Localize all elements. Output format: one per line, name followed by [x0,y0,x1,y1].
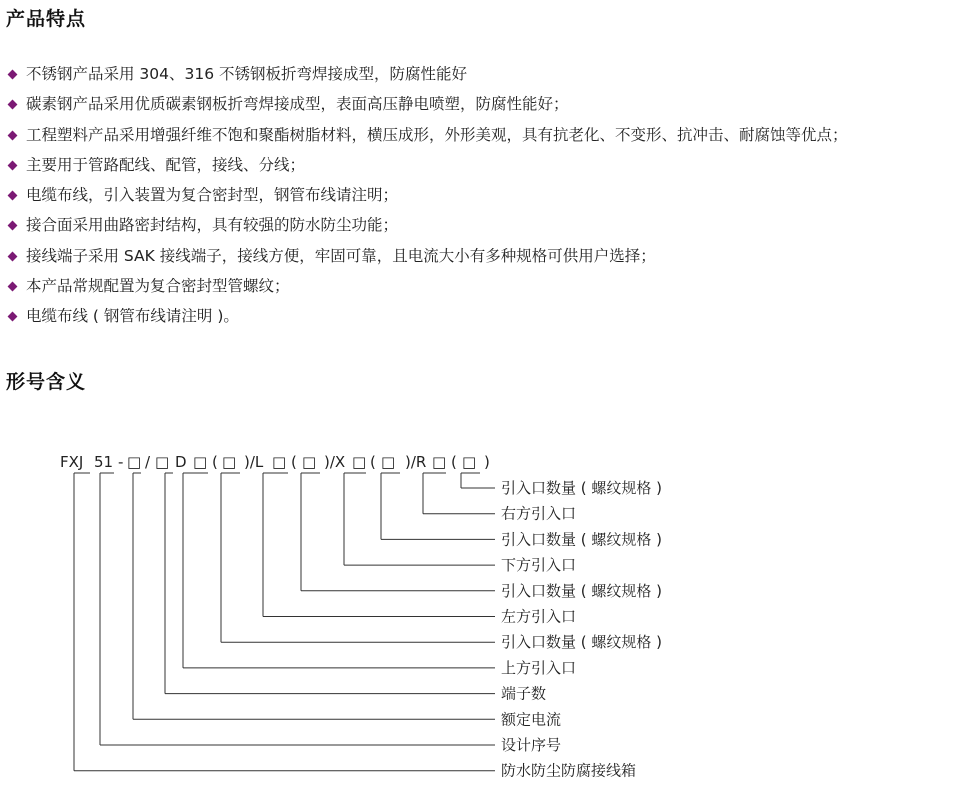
model-code-token: 51 [94,453,114,471]
model-code-token: □ [193,453,208,471]
diamond-bullet-icon [8,100,18,110]
model-code-description: 下方引入口 [501,556,577,575]
model-code-description: 设计序号 [501,736,562,754]
feature-item [6,153,848,183]
model-code-token: ) [484,453,490,471]
model-code-description: 引入口数量 ( 螺纹规格 ) [501,479,663,497]
feature-item [6,183,848,213]
diamond-bullet-icon [8,251,18,261]
diamond-bullet-icon [8,191,18,201]
model-code-token: / [145,453,151,471]
diamond-bullet-icon [8,130,18,140]
diamond-bullet-icon [8,282,18,292]
model-code-token: )/L [244,453,264,471]
model-code-token: ( [291,453,297,471]
model-code-token: ( [370,453,376,471]
model-code-token: □ [432,453,447,471]
feature-item [6,92,848,122]
model-code-token: )/X [324,453,346,471]
model-code-token: □ [302,453,317,471]
model-code-description: 引入口数量 ( 螺纹规格 ) [501,633,663,652]
model-code-token: □ [155,453,170,471]
model-code-token: □ [381,453,396,471]
model-code-description: 引入口数量 ( 螺纹规格 ) [501,581,663,600]
model-code-token: □ [127,453,142,471]
feature-text: 接合面采用曲路密封结构，具有较强的防水防尘功能； [26,216,399,235]
model-code-token: ( [212,453,218,471]
feature-text: 主要用于管路配线、配管，接线、分线； [26,155,306,174]
feature-item [6,244,848,274]
model-code-description: 引入口数量 ( 螺纹规格 ) [501,530,663,549]
feature-item [6,123,848,153]
model-code-token: - [118,453,124,471]
model-code-description: 额定电流 [501,710,562,729]
model-code-description: 防水防尘防腐接线箱 [501,761,637,780]
feature-text: 工程塑料产品采用增强纤维不饱和聚酯树脂材料，横压成形，外形美观，具有抗老化、不变形、抗冲击、耐腐蚀等优点； [26,125,848,144]
model-code-description: 右方引入口 [501,504,577,523]
model-heading: 形号含义 [6,371,87,393]
diamond-bullet-icon [8,70,18,80]
feature-text: 不锈钢产品采用 304、316 不锈钢板折弯焊接成型，防腐性能好 [26,65,468,83]
model-code-token: ( [451,453,457,471]
diamond-bullet-icon [8,160,18,170]
model-code-token: )/R [405,453,427,471]
model-code-diagram [0,440,980,797]
feature-text: 碳素钢产品采用优质碳素钢板折弯焊接成型，表面高压静电喷塑，防腐性能好； [26,95,569,114]
model-code-token: □ [352,453,367,471]
model-code-token: D [175,453,187,471]
feature-item [6,274,848,304]
feature-text: 本产品常规配置为复合密封型管螺纹； [26,277,290,296]
feature-item [6,213,848,243]
model-code-token: □ [462,453,477,471]
diamond-bullet-icon [8,221,18,231]
features-heading: 产品特点 [6,8,87,30]
model-code-token: □ [272,453,287,471]
feature-text: 接线端子采用 SAK 接线端子，接线方便，牢固可靠，且电流大小有多种规格可供用户选择； [26,246,656,265]
model-code-token: FXJ [60,453,84,471]
model-code-svg [0,440,980,797]
feature-item [6,304,848,334]
model-code-description: 端子数 [501,684,547,703]
model-code-description: 左方引入口 [501,607,577,626]
features-list [6,62,848,335]
model-code-description: 上方引入口 [501,658,577,677]
diamond-bullet-icon [8,312,18,322]
feature-text: 电缆布线，引入装置为复合密封型，钢管布线请注明； [26,186,399,205]
model-code-token: □ [222,453,237,471]
feature-text: 电缆布线 ( 钢管布线请注明 )。 [26,307,239,326]
feature-item [6,62,848,92]
